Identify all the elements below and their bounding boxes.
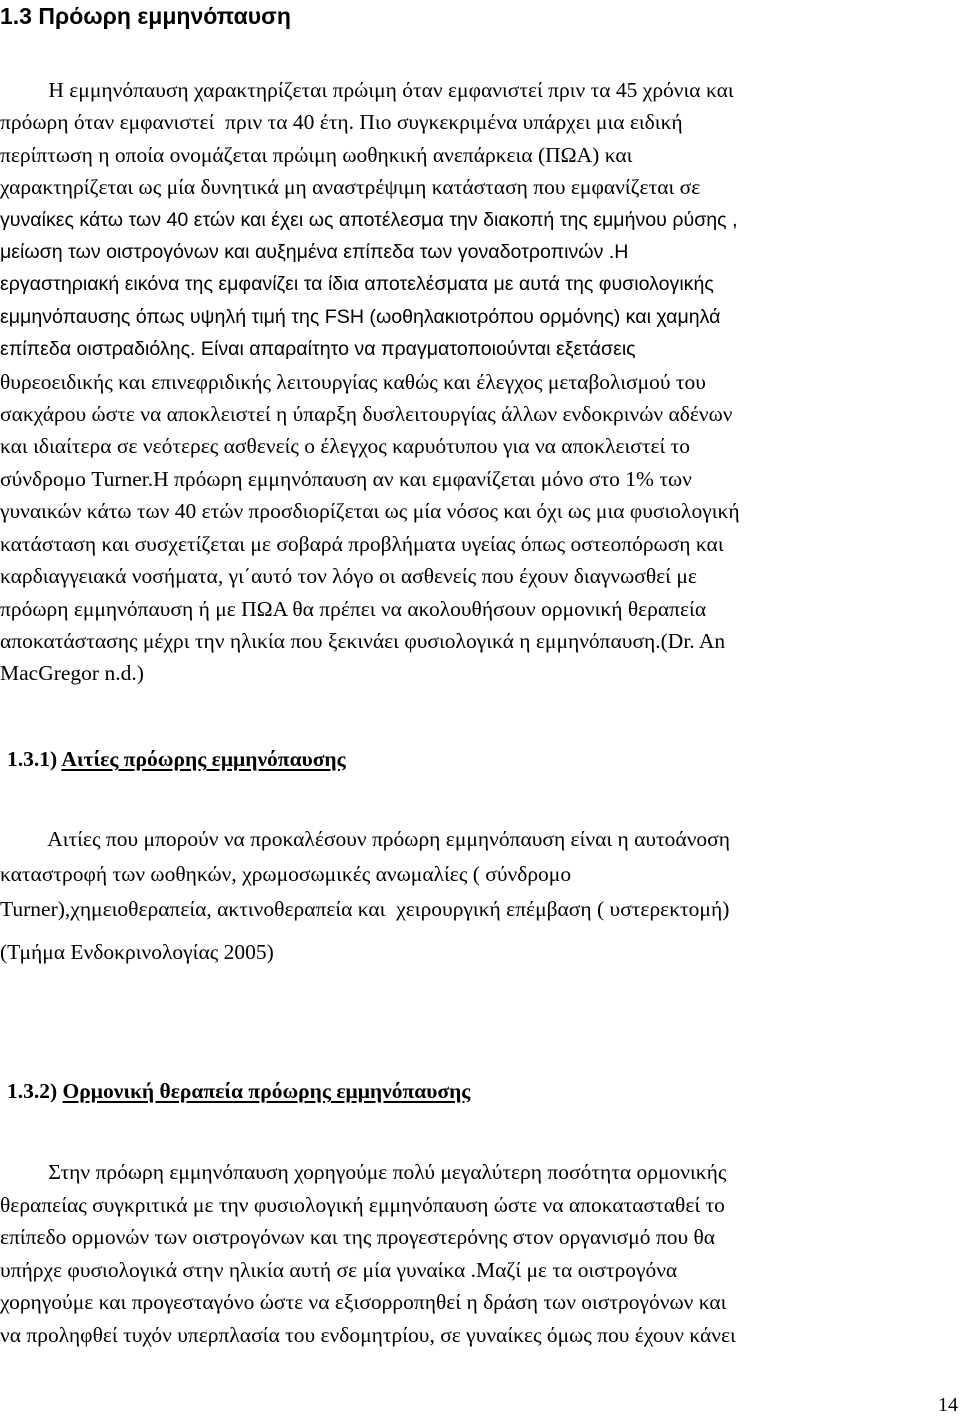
citation-block bbox=[0, 937, 960, 967]
paragraph-hormone-therapy bbox=[0, 1156, 960, 1352]
text-line: θυρεοειδικής και επινεφριδικής λειτουργίας καθώς και έλεγχος μεταβολισμού του bbox=[0, 369, 706, 394]
text-line: σύνδρομο Turner.Η πρόωρη εμμηνόπαυση αν και εμφανίζεται μόνο στο 1% των bbox=[0, 466, 692, 491]
text-line: εμμηνόπαυσης όπως υψηλή τιμή της FSH (ωοθηλακιοτρόπου ορμόνης) και χαμηλά bbox=[0, 305, 721, 328]
page-heading: 1.3 Πρόωρη εμμηνόπαυση bbox=[0, 3, 291, 29]
section-heading-hormone-therapy bbox=[7, 1076, 470, 1106]
text-line: εργαστηριακή εικόνα της εμφανίζει τα ίδια αποτελέσματα με αυτά της φυσιολογικής bbox=[0, 273, 714, 296]
text-line: μείωση των οιστρογόνων και αυξημένα επίπεδα των γοναδοτροπινών .Η bbox=[0, 241, 629, 264]
text-line: να προληφθεί τυχόν υπερπλασία του ενδομητρίου, σε γυναίκες όμως που έχουν κάνει bbox=[0, 1322, 736, 1347]
text-line: επίπεδα οιστραδιόλης. Είναι απαραίτητο να πραγματοποιούνται εξετάσεις bbox=[0, 338, 636, 361]
text-line: Η εμμηνόπαυση χαρακτηρίζεται πρώιμη όταν εμφανιστεί πριν τα 45 χρόνια και bbox=[0, 78, 734, 102]
text-line: Turner),χημειοθεραπεία, ακτινοθεραπεία και χειρουργική επέμβαση ( υστερεκτομή) bbox=[0, 897, 730, 921]
section-number: 1.3.1) bbox=[7, 747, 62, 771]
text-line: MacGregor n.d.) bbox=[0, 661, 144, 686]
text-line: Αιτίες που μπορούν να προκαλέσουν πρόωρη εμμηνόπαυση είναι η αυτοάνοση bbox=[0, 827, 731, 851]
text-line: σακχάρου ώστε να αποκλειστεί η ύπαρξη δυσλειτουργίας άλλων ενδοκρινών αδένων bbox=[0, 402, 733, 427]
text-line: γυναικών κάτω των 40 ετών προσδιορίζεται ως μία νόσος και όχι ως μια φυσιολογική bbox=[0, 499, 740, 524]
citation: (Τμήμα Ενδοκρινολογίας 2005) bbox=[0, 940, 274, 964]
text-line: αποκατάστασης μέχρι την ηλικία που ξεκινάει φυσιολογικά η εμμηνόπαυση.(Dr. An bbox=[0, 628, 726, 653]
text-line: γυναίκες κάτω των 40 ετών και έχει ως αποτέλεσμα την διακοπή της εμμήνου ρύσης , bbox=[0, 208, 738, 231]
text-line: πρόωρη εμμηνόπαυση ή με ΠΩΑ θα πρέπει να ακολουθήσουν ορμονική θεραπεία bbox=[0, 596, 707, 621]
section-title: Ορμονική θεραπεία πρόωρης εμμηνόπαυσης bbox=[62, 1079, 471, 1103]
paragraph-causes bbox=[0, 822, 960, 927]
text-line: επίπεδο ορμονών των οιστρογόνων και της προγεστερόνης στον οργανισμό που θα bbox=[0, 1225, 716, 1250]
text-line: περίπτωση η οποία ονομάζεται πρώιμη ωοθηκική ανεπάρκεια (ΠΩΑ) και bbox=[0, 142, 633, 167]
text-line: χορηγούμε και προγεσταγόνο ώστε να εξισορροπηθεί η δράση των οιστρογόνων και bbox=[0, 1290, 727, 1315]
text-line: χαρακτηρίζεται ως μία δυνητικά μη αναστρέψιμη κατάσταση που εμφανίζεται σε bbox=[0, 175, 701, 200]
text-line: Στην πρόωρη εμμηνόπαυση χορηγούμε πολύ μεγαλύτερη ποσότητα ορμονικής bbox=[0, 1160, 727, 1184]
text-line: και ιδιαίτερα σε νεότερες ασθενείς ο έλεγχος καρυότυπου για να αποκλειστεί το bbox=[0, 434, 691, 459]
section-title: Αιτίες πρόωρης εμμηνόπαυσης bbox=[61, 747, 346, 771]
section-number: 1.3.2) bbox=[7, 1079, 63, 1103]
text-line: καταστροφή των ωοθηκών, χρωμοσωμικές ανωμαλίες ( σύνδρομο bbox=[0, 862, 572, 886]
paragraph-premature-menopause bbox=[0, 74, 960, 690]
text-line: πρόωρη όταν εμφανιστεί πριν τα 40 έτη. Πιο συγκεκριμένα υπάρχει μια ειδική bbox=[0, 110, 683, 135]
text-line: καρδιαγγειακά νοσήματα, γι΄αυτό τον λόγο οι ασθενείς που έχουν διαγνωσθεί με bbox=[0, 564, 697, 589]
page-number: 14 bbox=[938, 1394, 958, 1416]
section-heading-causes bbox=[7, 744, 346, 774]
text-line: κατάσταση και συσχετίζεται με σοβαρά προβλήματα υγείας όπως οστεοπόρωση και bbox=[0, 531, 724, 556]
text-line: υπήρχε φυσιολογικά στην ηλικία αυτή σε μία γυναίκα .Μαζί με τα οιστρογόνα bbox=[0, 1257, 678, 1282]
text-line: θεραπείας συγκριτικά με την φυσιολογική εμμηνόπαυση ώστε να αποκατασταθεί το bbox=[0, 1192, 725, 1217]
